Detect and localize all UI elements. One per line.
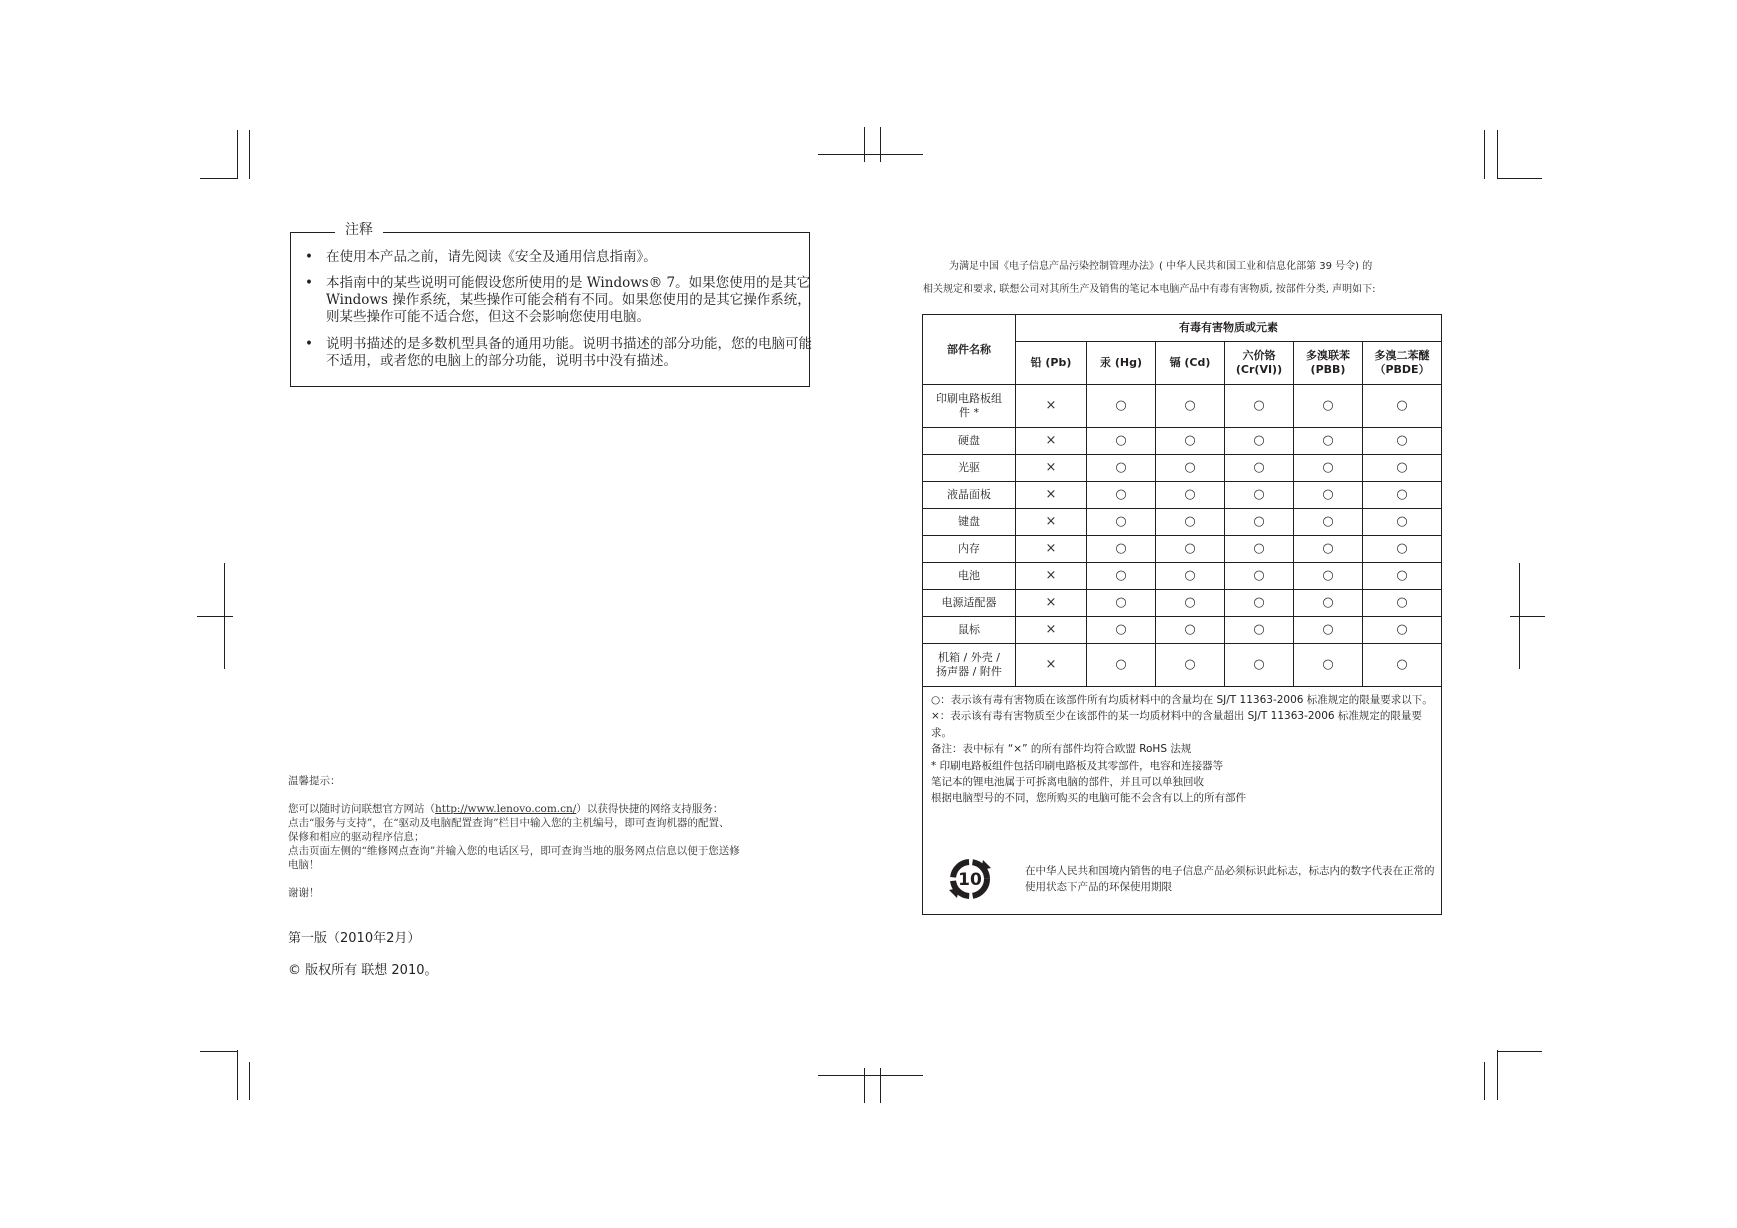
substance-column-header: 镉 (Cd) [1156,342,1225,385]
table-row [923,455,1442,482]
circle-mark: ○ [1363,590,1442,617]
table-row [923,385,1442,428]
circle-mark: ○ [1363,563,1442,590]
tips-line [288,802,723,816]
circle-mark: ○ [1294,590,1363,617]
cross-mark: × [1016,644,1087,687]
legend-line: 笔记本的锂电池属于可拆离电脑的部件，并且可以单独回收 [931,776,1204,789]
circle-mark: ○ [1087,482,1156,509]
part-name-cell: 硬盘 [923,428,1016,455]
cross-mark: × [1016,563,1087,590]
intro-line: 相关规定和要求, 联想公司对其所生产及销售的笔记本电脑产品中有毒有害物质, 按部件分类, 声明如下: [923,284,1376,295]
table-legend [923,687,1442,841]
efup-number: 10 [958,870,982,890]
circle-mark: ○ [1225,428,1294,455]
circle-mark: ○ [1363,482,1442,509]
hazard-substance-table [922,314,1442,915]
table-row [923,563,1442,590]
circle-mark: ○ [1294,536,1363,563]
lenovo-link[interactable]: http://www.lenovo.com.cn/ [435,803,577,815]
circle-mark: ○ [1156,482,1225,509]
legend-line: * 印刷电路板组件包括印刷电路板及其零部件，电容和连接器等 [931,759,1224,772]
legend-line: ○：表示该有毒有害物质在该部件所有均质材料中的含量均在 SJ/T 11363-2006 标准规定的限量要求以下。 [931,694,1433,706]
circle-mark: ○ [1294,563,1363,590]
thanks-text: 谢谢！ [288,887,320,899]
circle-mark: ○ [1363,509,1442,536]
tips-line: 点击“服务与支持”，在“驱动及电脑配置查询”栏目中输入您的主机编号，即可查询机器的配置、 [288,817,730,829]
circle-mark: ○ [1225,482,1294,509]
circle-mark: ○ [1294,617,1363,644]
circle-mark: ○ [1087,563,1156,590]
bullet: • [305,249,313,265]
tips-line: 保修和相应的驱动程序信息； [288,831,425,843]
table-row [923,536,1442,563]
circle-mark: ○ [1087,590,1156,617]
circle-mark: ○ [1087,536,1156,563]
bullet: • [305,336,313,352]
edition-line: 第一版（2010年2月） [288,931,421,946]
notes-title: 注释 [335,221,383,239]
circle-mark: ○ [1294,509,1363,536]
circle-mark: ○ [1294,482,1363,509]
circle-mark: ○ [1225,617,1294,644]
legend-line: 备注：表中标有 “×” 的所有部件均符合欧盟 RoHS 法规 [931,743,1192,756]
copyright-line: © 版权所有 联想 2010。 [288,963,438,978]
part-name-cell: 鼠标 [923,617,1016,644]
substance-column-header: 铅 (Pb) [1016,342,1087,385]
part-name-cell: 印刷电路板组件 * [923,385,1016,428]
circle-mark: ○ [1087,455,1156,482]
table-row [923,482,1442,509]
intro-line: 为满足中国《电子信息产品污染控制管理办法》( 中华人民共和国工业和信息化部第 39 号令) 的 [949,261,1373,272]
circle-mark: ○ [1225,536,1294,563]
circle-mark: ○ [1087,509,1156,536]
tips-line: 电脑！ [288,859,320,871]
circle-mark: ○ [1294,428,1363,455]
cross-mark: × [1016,536,1087,563]
part-name-cell: 光驱 [923,455,1016,482]
substance-column-header: 汞 (Hg) [1087,342,1156,385]
circle-mark: ○ [1156,563,1225,590]
cross-mark: × [1016,428,1087,455]
part-name-cell: 机箱 / 外壳 / 扬声器 / 附件 [923,644,1016,687]
circle-mark: ○ [1156,455,1225,482]
tips-suffix: ）以获得快捷的网络支持服务： [576,803,724,815]
circle-mark: ○ [1156,644,1225,687]
circle-mark: ○ [1363,455,1442,482]
circle-mark: ○ [1294,644,1363,687]
circle-mark: ○ [1156,385,1225,428]
circle-mark: ○ [1225,590,1294,617]
note-text: 本指南中的某些说明可能假设您所使用的是 Windows® 7。如果您使用的是其它 Windows 操作系统，某些操作可能会稍有不同。如果您使用的是其它操作系统，则某些操作可能不适合您，但这不会影响您使用电脑。 [326,275,811,325]
substance-column-header: 多溴二苯醚 （PBDE） [1363,342,1442,385]
circle-mark: ○ [1363,428,1442,455]
substance-column-header: 多溴联苯 (PBB) [1294,342,1363,385]
circle-mark: ○ [1156,536,1225,563]
circle-mark: ○ [1156,590,1225,617]
table-row [923,617,1442,644]
substance-column-header: 六价铬 (Cr(VI)) [1225,342,1294,385]
cross-mark: × [1016,590,1087,617]
circle-mark: ○ [1363,644,1442,687]
circle-mark: ○ [1294,455,1363,482]
cross-mark: × [1016,509,1087,536]
legend-line: 根据电脑型号的不同，您所购买的电脑可能不会含有以上的所有部件 [931,792,1246,805]
circle-mark: ○ [1225,385,1294,428]
circle-mark: ○ [1225,644,1294,687]
table-row [923,509,1442,536]
bullet: • [305,275,313,291]
cross-mark: × [1016,455,1087,482]
circle-mark: ○ [1363,385,1442,428]
cross-mark: × [1016,482,1087,509]
circle-mark: ○ [1225,563,1294,590]
circle-mark: ○ [1363,617,1442,644]
legend-line: ×：表示该有毒有害物质至少在该部件的某一均质材料中的含量超出 SJ/T 11363-2006 标准规定的限量要求。 [931,710,1422,739]
circle-mark: ○ [1156,509,1225,536]
circle-mark: ○ [1087,428,1156,455]
circle-mark: ○ [1087,385,1156,428]
circle-mark: ○ [1225,509,1294,536]
efup-description: 在中华人民共和国境内销售的电子信息产品必须标识此标志，标志内的数字代表在正常的使用状态下产品的环保使用期限 [1025,865,1435,893]
circle-mark: ○ [1087,644,1156,687]
circle-mark: ○ [1156,428,1225,455]
part-name-cell: 内存 [923,536,1016,563]
part-name-cell: 键盘 [923,509,1016,536]
table-row [923,590,1442,617]
circle-mark: ○ [1294,385,1363,428]
circle-mark: ○ [1156,617,1225,644]
substance-header: 有毒有害物质或元素 [1016,315,1442,342]
circle-mark: ○ [1225,455,1294,482]
efup-logo-cell [923,840,1442,915]
cross-mark: × [1016,385,1087,428]
part-name-header: 部件名称 [923,315,1016,385]
tips-heading: 温馨提示： [288,775,341,787]
circle-mark: ○ [1363,536,1442,563]
circle-mark: ○ [1087,617,1156,644]
note-text: 在使用本产品之前，请先阅读《安全及通用信息指南》。 [326,249,657,265]
table-row [923,428,1442,455]
part-name-cell: 电源适配器 [923,590,1016,617]
note-text: 说明书描述的是多数机型具备的通用功能。说明书描述的部分功能，您的电脑可能不适用，或者您的电脑上的部分功能，说明书中没有描述。 [326,336,812,369]
tips-line: 点击页面左侧的“维修网点查询”并输入您的电话区号，即可查询当地的服务网点信息以便于您送修 [288,845,740,857]
environment-protection-use-period-icon [945,854,995,904]
cross-mark: × [1016,617,1087,644]
tips-prefix: 您可以随时访问联想官方网站（ [288,803,435,815]
part-name-cell: 液晶面板 [923,482,1016,509]
part-name-cell: 电池 [923,563,1016,590]
table-row [923,644,1442,687]
